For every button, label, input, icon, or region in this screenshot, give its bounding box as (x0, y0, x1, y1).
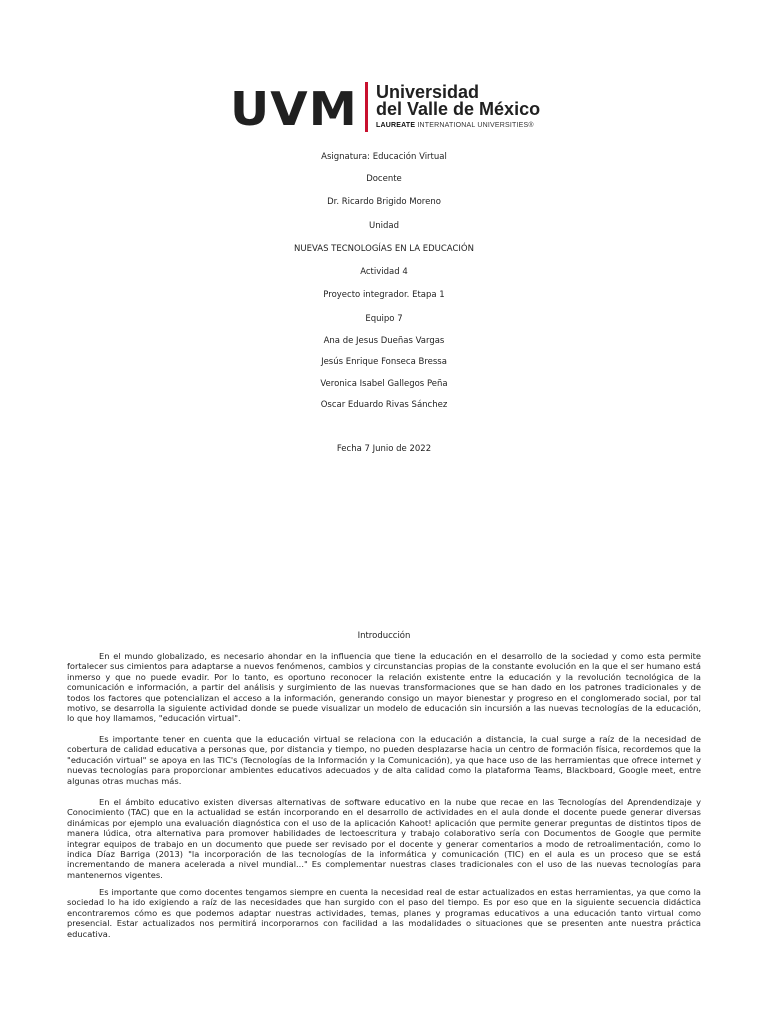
intro-paragraph: En el ámbito educativo existen diversas alternativas de software educativo en la nube que recae en las Tecnologías del Aprendendizaje y Conocimiento (TAC) que en la actualidad se están incorporando en el desarrollo de actividades en el aula donde el docente puede generar diversas dinámicas por ejemplo una evaluación diagnóstica con el uso de la aplicación Kahoot! aplicación que permite generar preguntas de distintos tipos de manera lúdica, otra alternativa para promover habilidades de lectoescritura y trabajo colaborativo sería con Documentos de Google que permite integrar equipos de trabajo en un documento que puede ser revisado por el docente y generar comentarios a modo de retroalimentación, como lo indica Díaz Barriga (2013) "la incorporación de las tecnologías de la informática y comunicación (TIC) en el aula es un proceso que se está incrementando de manera acelerada a nivel mundial..." Es complementar nuestras clases tradicionales con el uso de las nuevas tecnologías para mantenernos vigentes. (67, 797, 701, 880)
team-line: Equipo 7 (365, 314, 403, 324)
logo-mark: UVM (230, 82, 358, 136)
unit-name: NUEVAS TECNOLOGÍAS EN LA EDUCACIÓN (294, 244, 474, 254)
intro-paragraph: Es importante tener en cuenta que la educación virtual se relaciona con la educación a distancia, la cual surge a raíz de la necesidad de cobertura de calidad educativa a personas que, por distancia y tiempo, no pueden desplazarse hacia un centro de formación física, recordemos que la "educación virtual" se apoya en las TIC's (Tecnologías de la Información y la Comunicación), ya que hace uso de las herramientas que ofrece internet y nuevas tecnologías para proporcionar ambientes educativos adecuados y de alta calidad como la plataforma Teams, Blackboard, Google meet, entre algunas otras muchas más. (67, 734, 701, 786)
team-member: Veronica Isabel Gallegos Peña (320, 379, 448, 389)
team-member: Oscar Eduardo Rivas Sánchez (320, 400, 448, 410)
logo-tagline (376, 122, 534, 129)
subject-line: Asignatura: Educación Virtual (321, 152, 447, 162)
activity-line: Actividad 4 (360, 267, 408, 277)
unit-label: Unidad (369, 221, 399, 231)
logo-tagline-rest: INTERNATIONAL UNIVERSITIES® (415, 122, 534, 129)
logo-tagline-bold: LAUREATE (376, 122, 416, 129)
intro-paragraph: En el mundo globalizado, es necesario ahondar en la influencia que tiene la educación en el desarrollo de la sociedad y como esta permite fortalecer sus cimientos para adaptarse a nuevos fenómenos, cambios y circunstancias propias de la constante evolución en la que el ser humano está inmerso y que no puede evadir. Por lo tanto, es oportuno reconocer la relación existente entre la educación y la revolución tecnológica de la comunicación e información, a partir del análisis y surgimiento de las nuevas transformaciones que se han dado en los patrones tradicionales y de todos los factores que potencializan el acceso a la información, generando consigo un mayor bienestar y progreso en el conglomerado social, por tal motivo, se desarrolla la siguiente actividad donde se puede visualizar un modelo de educación sin incursión a las nuevas tecnologías de la educación, lo que hoy llamamos, "educación virtual". (67, 651, 701, 724)
project-line: Proyecto integrador. Etapa 1 (323, 290, 445, 300)
teacher-name: Dr. Ricardo Brigido Moreno (327, 197, 441, 207)
intro-paragraph: Es importante que como docentes tengamos siempre en cuenta la necesidad real de estar actualizados en estas herramientas, ya que como la sociedad lo ha ido exigiendo a raíz de las necesidades que han surgido con el paso del tiempo. Es por eso que en la siguiente secuencia didáctica encontraremos cómo es que podemos adaptar nuestras actividades, temas, planes y programas educativos a una educación tanto virtual como presencial. Estar actualizados nos permitirá incorporarnos con facilidad a las modalidades o situaciones que se presenten ante nuestra práctica educativa. (67, 887, 701, 939)
introduction-heading: Introducción (357, 631, 411, 641)
logo-university-name-line1: Universidad (376, 82, 480, 102)
team-member: Jesús Enrique Fonseca Bressa (321, 357, 447, 367)
teacher-label: Docente (366, 174, 402, 184)
logo-university-name-line2: del Valle de México (376, 99, 541, 119)
logo-divider (365, 82, 368, 132)
uvm-logo (230, 80, 550, 140)
date-line: Fecha 7 Junio de 2022 (336, 444, 432, 454)
team-member: Ana de Jesus Dueñas Vargas (323, 336, 445, 346)
